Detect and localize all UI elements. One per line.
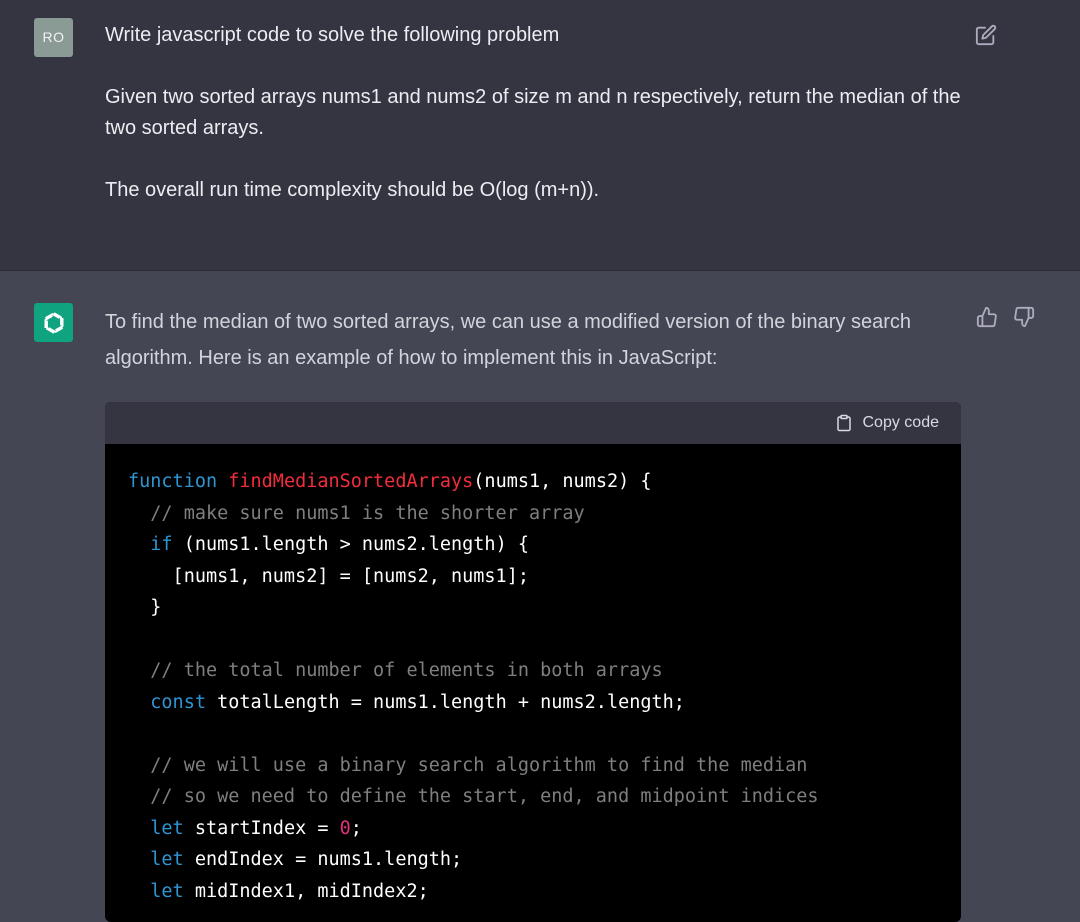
code-line [128, 844, 961, 876]
code-text [217, 471, 228, 492]
code-block-header [105, 402, 961, 444]
code-text [128, 881, 150, 902]
code-text: (nums1, nums2) { [473, 471, 652, 492]
assistant-intro: To find the median of two sorted arrays, we can use a modified version of the binary search algorithm. Here is an example of how to implement this in JavaScript: [105, 311, 911, 369]
code-text: totalLength = nums1.length + nums2.length; [205, 691, 685, 713]
code-text [128, 818, 150, 839]
code-line [128, 718, 961, 750]
code-function-name: findMedianSortedArrays [228, 471, 474, 492]
copy-code-label: Copy code [862, 414, 939, 431]
user-message-text [105, 20, 965, 206]
code-text [128, 692, 150, 713]
code-line [128, 655, 961, 687]
thumbs-down-icon[interactable] [1013, 306, 1035, 328]
user-paragraph: Write javascript code to solve the following problem [105, 24, 560, 46]
code-text: ; [350, 817, 362, 839]
code-text: startIndex = [183, 817, 340, 839]
code-line [128, 813, 961, 845]
code-text [128, 849, 150, 870]
user-paragraph: The overall run time complexity should be O(log (m+n)). [105, 179, 600, 201]
code-content [105, 444, 961, 907]
openai-logo-icon [40, 309, 68, 337]
thumbs-up-icon[interactable] [976, 306, 998, 328]
code-comment: // we will use a binary search algorithm to find the median [150, 754, 808, 776]
code-keyword: let [150, 849, 184, 870]
code-keyword: let [150, 817, 184, 839]
code-text: [nums1, nums2] = [nums2, nums1]; [128, 565, 529, 587]
assistant-avatar [34, 303, 73, 342]
code-line [128, 561, 961, 593]
code-block [105, 402, 961, 922]
code-number: 0 [339, 817, 351, 839]
user-paragraph: Given two sorted arrays nums1 and nums2 of size m and n respectively, return the median of the two sorted arrays. [105, 86, 961, 139]
code-line [128, 876, 961, 908]
user-avatar: RO [34, 18, 73, 57]
code-keyword: function [128, 471, 218, 492]
code-line [128, 750, 961, 782]
assistant-message [0, 271, 1080, 915]
code-text [128, 534, 150, 555]
code-line [128, 466, 961, 498]
code-comment: // so we need to define the start, end, and midpoint indices [150, 786, 819, 807]
code-comment: // the total number of elements in both arrays [150, 660, 663, 681]
code-text [128, 786, 150, 807]
assistant-message-text [105, 304, 965, 376]
code-line [128, 592, 961, 624]
code-line [128, 687, 961, 719]
code-keyword: const [150, 691, 206, 713]
edit-icon[interactable] [975, 24, 997, 46]
code-line [128, 624, 961, 656]
code-line [128, 529, 961, 561]
code-keyword: let [150, 880, 184, 902]
code-comment: // make sure nums1 is the shorter array [150, 502, 585, 524]
code-text [128, 503, 150, 524]
copy-code-button[interactable] [835, 412, 940, 434]
clipboard-icon [835, 413, 853, 433]
code-line [128, 498, 961, 530]
code-text: } [128, 597, 162, 618]
code-text: (nums1.length > nums2.length) { [172, 534, 529, 555]
code-text: midIndex1, midIndex2; [183, 880, 429, 902]
user-message [0, 0, 1080, 271]
code-text [128, 755, 150, 776]
code-line [128, 781, 961, 813]
code-keyword: if [150, 534, 173, 555]
code-text [128, 660, 150, 681]
code-text: endIndex = nums1.length; [183, 849, 463, 870]
